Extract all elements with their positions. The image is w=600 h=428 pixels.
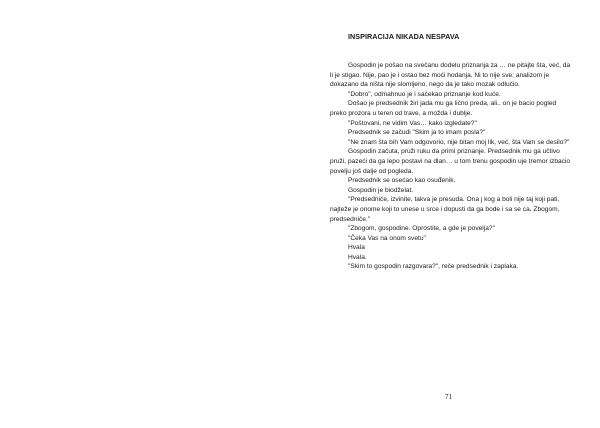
paragraph: "Ne znam šta bih Vam odgovorio, nije bitan moj lik, već, šta Vam se desilo?": [348, 138, 570, 146]
paragraph: Predsednik se osećao kao osuđenik.: [348, 177, 456, 185]
paragraph: "Čeka Vas na onom svetu": [348, 234, 426, 242]
paragraph: "Skim to gospodin razgovara?", reče predsednik i zaplaka.: [348, 263, 519, 271]
chapter-title: INSPIRACIJA NIKADA NESPAVA: [348, 32, 460, 41]
paragraph: Predsednik se začudi "Skim ja to imam posla?": [348, 129, 486, 137]
paragraph: "Zbogom, gospodine. Oprostite, a gde je povelja?": [348, 225, 495, 233]
paragraph: Hvala: [348, 244, 365, 252]
paragraph: "Predsedniče, izvinite, takva je presuda. Ona j kog a boli nije taj koji pati, najteže je onome koji to unese u srce i dopusti da ga bode i sa se ca. Zbogom, predsedniče.": [330, 196, 560, 223]
paragraph: Gospodin je biodželat.: [348, 186, 414, 194]
paragraph: "Dobro", odmahnuo je i sačekao priznanje kod kuće.: [348, 90, 501, 98]
story-text: [330, 61, 574, 272]
paragraph: Došao je predsednik žiri jada mu ga lično preda, ali.. on je bacio pogled preko prozora u teren od trave, a možda i dublje.: [330, 100, 557, 117]
paragraph: Hvala.: [348, 253, 367, 261]
page-number: 71: [445, 393, 452, 401]
paragraph: Gospodin začuta, pruži ruku da primi priznanje. Predsednik mu ga učtivo pruži, pazeći da ga lepo postavi na dlan… u tom trenu gospodin uje tremor izbacio povelju još dalje od pogleda.: [330, 148, 571, 175]
paragraph: Gospodin je pošao na svečanu dodelu priznanja za … ne pitajte šta, već, da li je stigao. Nije, pao je i ostao bez moći hodanja. Ni to nije sve; analizom je dokazano da ništa nije slomljeno, nego da je tako mozak odlučio.: [330, 62, 571, 89]
paragraph: "Poštovani, ne vidim Vas… kako izgledate?": [348, 119, 477, 127]
